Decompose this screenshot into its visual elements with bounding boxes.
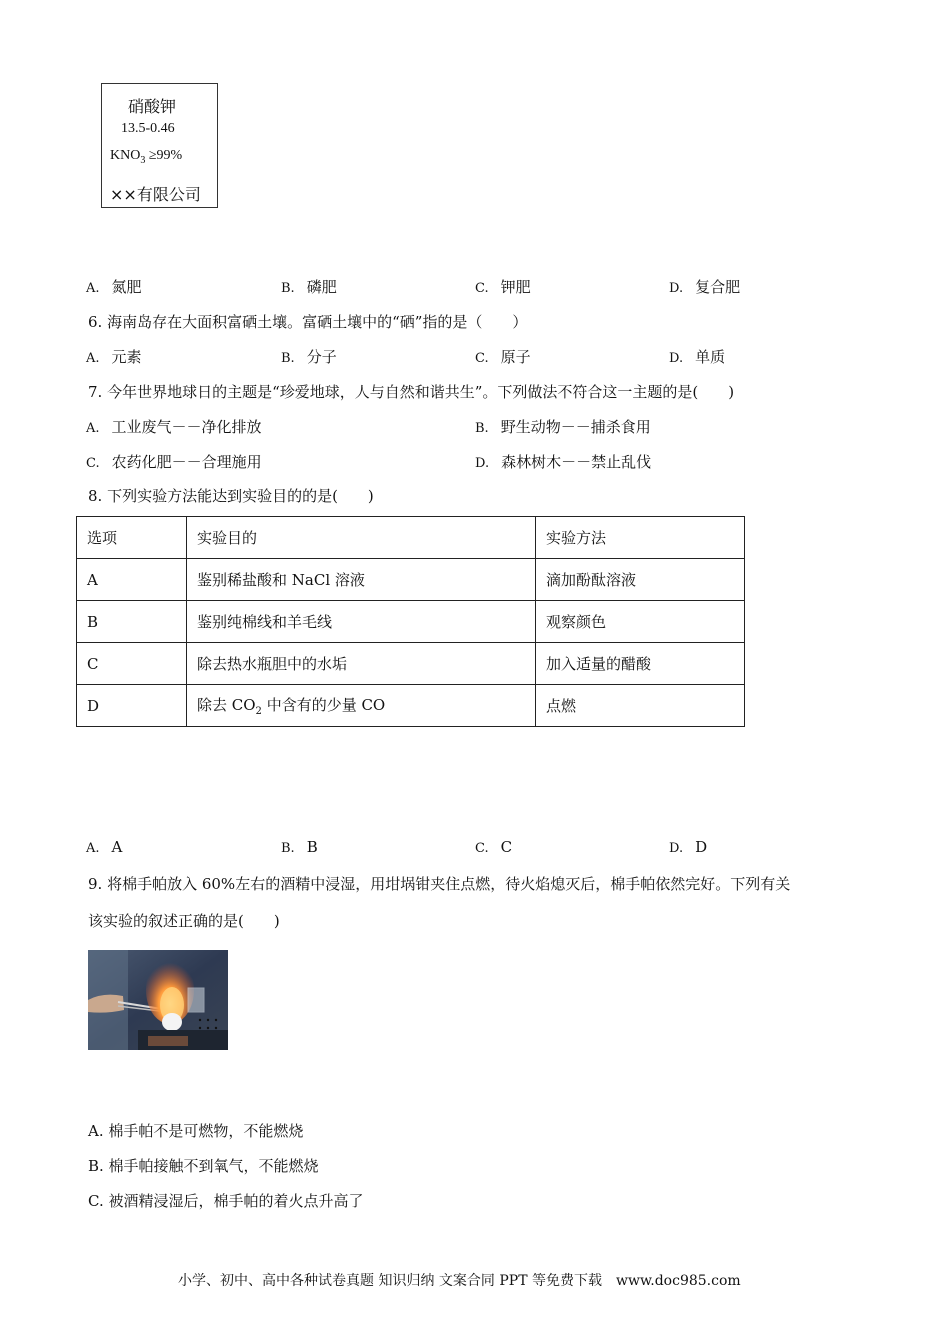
table-header: 实验方法 — [536, 517, 745, 559]
label-formula: $KNO_3 \ge 99\%$ — [110, 148, 183, 166]
table-header: 实验目的 — [187, 517, 536, 559]
table-row — [77, 685, 745, 727]
q5-option-a: A. 氮肥 — [86, 278, 142, 296]
q9-option-a: A. 棉手帕不是可燃物，不能燃烧 — [88, 1122, 304, 1140]
table-cell: 除去热水瓶胆中的水垢 — [187, 643, 536, 685]
fertilizer-label — [101, 83, 218, 208]
q6-option-a: A. 元素 — [86, 348, 142, 366]
q9-stem-line1: 9. 将棉手帕放入 60%左右的酒精中浸湿，用坩埚钳夹住点燃，待火焰熄灭后，棉手帕依然完好。下列有关 — [88, 875, 791, 893]
table-header: 选项 — [77, 517, 187, 559]
table-header-row — [77, 517, 745, 559]
table-cell: 观察颜色 — [536, 601, 745, 643]
q6-option-d: D. 单质 — [669, 348, 726, 366]
table-cell: D — [77, 685, 187, 727]
table-cell: 除去 $CO_2$ 中含有的少量 CO — [187, 685, 536, 727]
q7-option-b: B. 野生动物－－捕杀食用 — [475, 418, 651, 436]
q9-option-b: B. 棉手帕接触不到氧气，不能燃烧 — [88, 1157, 319, 1175]
q5-option-d: D. 复合肥 — [669, 278, 741, 296]
experiment-table — [76, 516, 745, 727]
q5-option-c: C. 钾肥 — [475, 278, 531, 296]
q7-stem: 7. 今年世界地球日的主题是“珍爱地球，人与自然和谐共生”。下列做法不符合这一主题的是( ) — [88, 383, 735, 401]
q7-option-d: D. 森林树木－－禁止乱伐 — [475, 453, 652, 471]
label-code: 13.5-0.46 — [121, 121, 175, 136]
table-cell: 鉴别稀盐酸和 NaCl 溶液 — [187, 559, 536, 601]
burning-handkerchief-photo — [88, 950, 228, 1050]
q8-option-d: D. D — [669, 838, 708, 856]
q8-option-a: A. A — [86, 838, 123, 856]
label-title: 硝酸钾 — [128, 97, 177, 116]
table-cell: 加入适量的醋酸 — [536, 643, 745, 685]
table-cell: B — [77, 601, 187, 643]
table-cell: 鉴别纯棉线和羊毛线 — [187, 601, 536, 643]
table-row — [77, 559, 745, 601]
q7-option-a: A. 工业废气－－净化排放 — [86, 418, 262, 436]
q5-option-b: B. 磷肥 — [281, 278, 337, 296]
q8-stem: 8. 下列实验方法能达到实验目的的是( ) — [88, 487, 374, 505]
q6-option-b: B. 分子 — [281, 348, 337, 366]
table-cell: C — [77, 643, 187, 685]
label-company: ××有限公司 — [110, 185, 201, 204]
table-cell: 点燃 — [536, 685, 745, 727]
q6-option-c: C. 原子 — [475, 348, 531, 366]
q8-option-c: C. C — [475, 838, 513, 856]
q8-option-b: B. B — [281, 838, 318, 856]
q9-option-c: C. 被酒精浸湿后，棉手帕的着火点升高了 — [88, 1192, 364, 1210]
table-row — [77, 601, 745, 643]
table-cell: A — [77, 559, 187, 601]
table-cell: 滴加酚酞溶液 — [536, 559, 745, 601]
q6-stem: 6. 海南岛存在大面积富硒土壤。富硒土壤中的“硒”指的是（ ） — [88, 313, 528, 331]
table-row — [77, 643, 745, 685]
q9-stem-line2: 该实验的叙述正确的是( ) — [88, 912, 280, 930]
footer-text: 小学、初中、高中各种试卷真题 知识归纳 文案合同 PPT 等免费下载 www.doc985.com — [178, 1273, 741, 1289]
q7-option-c: C. 农药化肥－－合理施用 — [86, 453, 262, 471]
